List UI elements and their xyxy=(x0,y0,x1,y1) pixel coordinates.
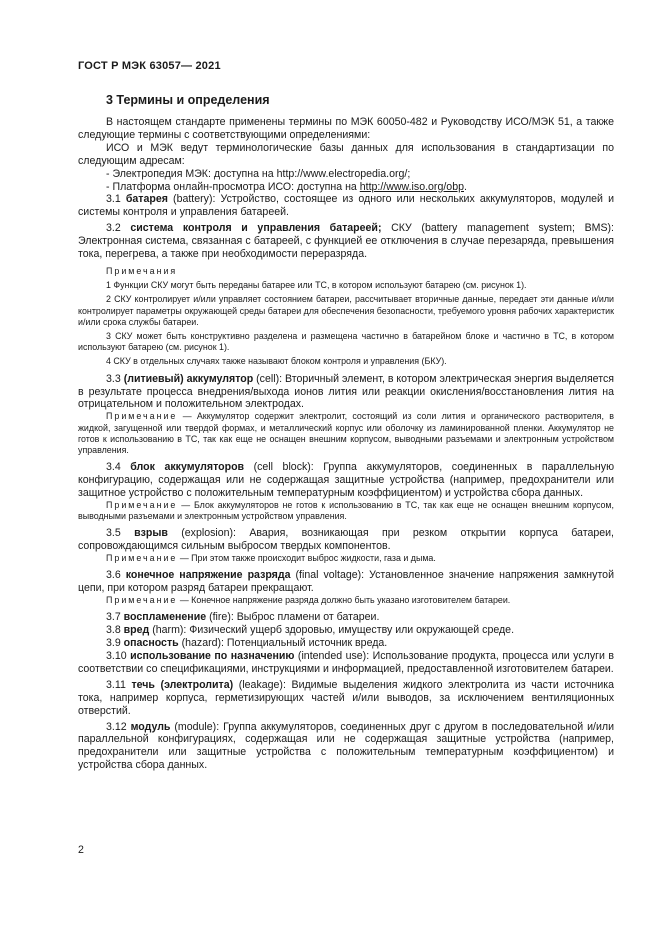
note-label: Примечание xyxy=(106,499,178,510)
term-name: вред xyxy=(123,624,150,637)
note-label: Примечание xyxy=(106,553,178,564)
note-text: — Аккумулятор содержит электролит, состоящий из соли лития и органического растворителя, в жидкой, загущенной или твердой формах, и металлический корпус или оболочку из ламинированной пленки. Аккумулятор не готов к использованию в ТС, так как еще не оснащен внешним корпусом, выводными разъемами и электронным устройством управления. xyxy=(78,411,614,455)
note-text: — Блок аккумуляторов не готов к использованию в ТС, так как еще не оснащен внешним корпусом, выводными разъемами и электронным устройством управления. xyxy=(78,499,614,522)
intro-paragraph: В настоящем стандарте применены термины по МЭК 60050-482 и Руководству ИСО/МЭК 51, а также следующие термины с соответствующими определениями: xyxy=(78,116,614,141)
term-number: 3.8 xyxy=(106,624,124,637)
term-3-4 xyxy=(78,461,614,500)
term-definition: (fire): Выброс пламени от батареи. xyxy=(206,611,380,624)
term-definition: (final voltage): Установленное значение напряжения замкнутой цепи, при котором разряд батареи прекращают. xyxy=(78,569,614,595)
term-3-2 xyxy=(78,222,614,261)
term-3-5 xyxy=(78,527,614,553)
note-3-5 xyxy=(78,553,614,564)
notes-heading: Примечания xyxy=(106,265,178,276)
term-3-1 xyxy=(78,193,614,219)
term-definition: (intended use): Использование продукта, процесса или услуги в соответствии со спецификациями, инструкциями и информацией, предоставленной изготовителем батареи. xyxy=(78,650,615,675)
term-3-7 xyxy=(78,611,614,624)
term-name: система контроля и управления батареей; xyxy=(130,222,382,235)
term-name: взрыв xyxy=(134,527,168,540)
bullet-text: - Платформа онлайн-просмотра ИСО: доступна на xyxy=(106,180,360,193)
term-name: (литиевый) аккумулятор xyxy=(123,372,254,385)
note-3-3 xyxy=(78,411,614,456)
term-definition: (harm): Физический ущерб здоровью, имуществу или окружающей среде. xyxy=(149,624,515,637)
section-body xyxy=(78,116,614,772)
term-number: 3.10 xyxy=(106,650,131,662)
note-text: — При этом также происходит выброс жидкости, газа и дыма. xyxy=(177,553,436,564)
term-definition: (cell block): Группа аккумуляторов, соединенных в параллельную конфигурацию, содержащая или не содержащая защитные устройства (например, предохранители или защитное устройство с положительным температурным коэффициентом) и устройства сбора данных. xyxy=(78,461,615,499)
term-number: 3.6 xyxy=(106,569,126,582)
note-label: Примечание xyxy=(106,595,178,606)
note-item: 1 Функции СКУ могут быть переданы батарее или ТС, в котором используют батарею (см. рисунок 1). xyxy=(106,280,527,291)
term-definition: (explosion): Авария, возникающая при резком открытии корпуса батареи, сопровождающимся сильным выбросом твердых компонентов. xyxy=(78,527,614,553)
term-name: использование по назначению xyxy=(130,650,295,662)
bullet-end: . xyxy=(463,180,467,193)
term-definition: (hazard): Потенциальный источник вреда. xyxy=(178,637,388,650)
term-name: воспламенение xyxy=(123,611,207,624)
term-definition: СКУ (battery management system; BMS): Электронная система, связанная с батареей, с функцией ее отключения в случае перезаряда, превышения тока, перегрева, а также при необходимости переразряда. xyxy=(78,222,615,261)
note-item: 3 СКУ может быть конструктивно разделена и размещена частично в батарейном блоке и частично в ТС, в котором используют батарею (см. рисунок 1). xyxy=(78,330,614,353)
term-name: течь (электролита) xyxy=(131,678,234,691)
bullet-electropedia: - Электропедия МЭК: доступна на http://www.electropedia.org/; xyxy=(106,167,411,180)
term-3-3 xyxy=(78,373,614,412)
note-item: 4 СКУ в отдельных случаях также называют блоком контроля и управления (БКУ). xyxy=(106,356,447,367)
term-definition: (module): Группа аккумуляторов, соединенных друг с другом в последовательной и/или параллельной конфигурациях, содержащая или не содержащая защитные устройства (например, предохранители или защитные устройства с положительным температурным коэффициентом) и устройства сбора данных. xyxy=(78,720,615,772)
term-number: 3.4 xyxy=(106,461,131,474)
iso-obp-link[interactable]: http://www.iso.org/obp xyxy=(359,180,464,193)
note-3-4 xyxy=(78,500,614,522)
term-definition: (cell): Вторичный элемент, в котором электрическая энергия выделяется в результате процесса внедрения/выхода ионов лития или реакции окисления/восстановления лития на отрицательном и положительном электродах. xyxy=(78,372,614,411)
term-definition: (battery): Устройство, состоящее из одного или нескольких аккумуляторов, модулей и системы контроля и управления батареей. xyxy=(78,193,615,219)
section-title: 3 Термины и определения xyxy=(106,93,270,107)
bullet-iso-obp xyxy=(78,181,614,194)
note-text: — Конечное напряжение разряда должно быть указано изготовителем батареи. xyxy=(177,595,511,606)
term-number: 3.9 xyxy=(106,637,124,650)
term-name: модуль xyxy=(130,720,171,733)
term-number: 3.7 xyxy=(106,611,124,624)
note-item: 2 СКУ контролирует и/или управляет состоянием батареи, рассчитывает вторичные данные, передает эти данные и/или контролирует параметры окружающей среды батареи для обеспечения безопасности, требуемого уровня рабочих характеристик и/или срока службы батареи. xyxy=(78,294,614,327)
standard-header: ГОСТ Р МЭК 63057— 2021 xyxy=(78,60,221,72)
note-3-6 xyxy=(78,595,614,606)
term-3-6 xyxy=(78,569,614,595)
term-3-8 xyxy=(78,624,614,637)
term-number: 3.11 xyxy=(106,678,132,691)
term-name: батарея xyxy=(125,193,168,206)
term-3-9 xyxy=(78,637,614,650)
intro-paragraph-databases: ИСО и МЭК ведут терминологические базы данных для использования в стандартизации по следующим адресам: xyxy=(78,141,614,167)
note-label: Примечание xyxy=(106,411,178,422)
term-number: 3.5 xyxy=(106,527,135,540)
term-number: 3.3 xyxy=(106,372,124,385)
term-definition: (leakage): Видимые выделения жидкого электролита из части источника тока, например корпуса, герметизирующих частей и/или выводов, за исключением вентиляционных отверстий. xyxy=(78,678,614,717)
page-number: 2 xyxy=(78,844,84,856)
term-number: 3.2 xyxy=(106,222,131,235)
term-name: конечное напряжение разряда xyxy=(125,569,291,582)
term-3-10 xyxy=(78,650,614,676)
term-3-12 xyxy=(78,721,614,773)
term-number: 3.12 xyxy=(106,720,131,733)
term-name: блок аккумуляторов xyxy=(130,461,245,474)
term-3-11 xyxy=(78,679,614,718)
term-name: опасность xyxy=(123,637,179,650)
term-number: 3.1 xyxy=(106,193,126,206)
